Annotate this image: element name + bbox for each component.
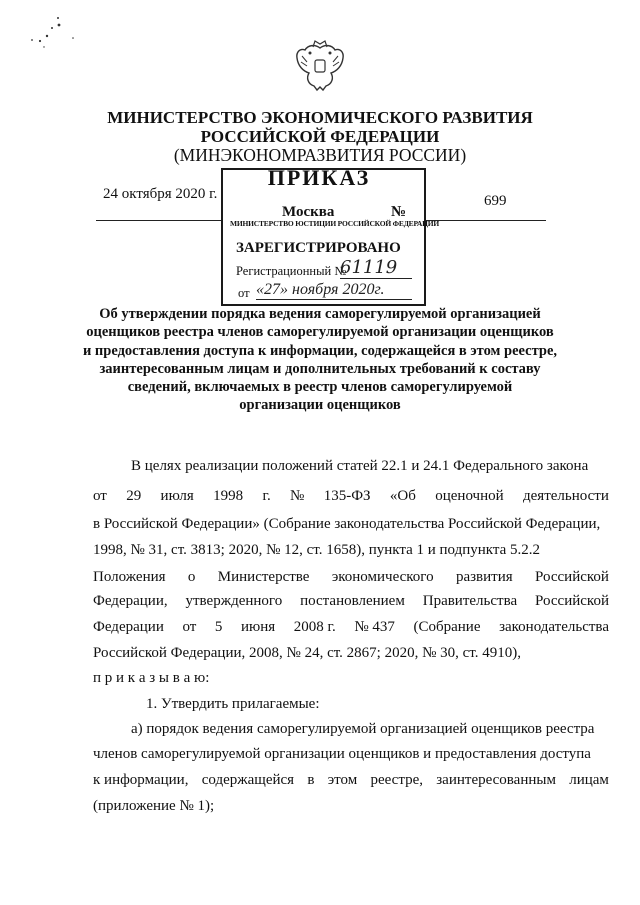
- body-line: Российской Федерации, 2008, № 24, ст. 2867; 2020, № 30, ст. 4910),: [93, 645, 521, 661]
- body-word: 1998: [213, 488, 244, 504]
- number-sign: №: [391, 204, 407, 220]
- body-word: Российской: [535, 593, 609, 609]
- body-word: экономического: [331, 569, 434, 585]
- scan-specks: [28, 14, 88, 54]
- body-word: Федерации: [93, 619, 164, 635]
- body-line-justified: [93, 772, 609, 789]
- body-word: постановлением: [300, 593, 405, 609]
- heading-line: организации оценщиков: [239, 397, 401, 414]
- body-word: от: [182, 619, 197, 635]
- body-line: В целях реализации положений статей 22.1 и 24.1 Федерального закона: [131, 458, 589, 474]
- body-word: №: [290, 488, 305, 504]
- stamp-date: «27» ноября 2020г.: [256, 281, 385, 298]
- body-line-justified: [93, 569, 609, 586]
- stamp-date-underline: [256, 299, 412, 300]
- heading-line: Об утверждении порядка ведения саморегулируемой организацией: [99, 306, 541, 322]
- body-word: 29: [126, 488, 142, 504]
- ministry-short-name: (МИНЭКОНОМРАЗВИТИЯ РОССИИ): [173, 145, 467, 165]
- order-place: Москва: [282, 204, 335, 220]
- order-heading: [80, 305, 560, 415]
- item-a-line: а) порядок ведения саморегулируемой организацией оценщиков реестра: [131, 721, 595, 737]
- ministry-name-line-1: МИНИСТЕРСТВО ЭКОНОМИЧЕСКОГО РАЗВИТИЯ: [107, 108, 533, 127]
- body-word: реестре,: [370, 772, 423, 788]
- body-word: к информации,: [93, 772, 189, 788]
- stamp-ministry-of-justice: МИНИСТЕРСТВО ЮСТИЦИИ РОССИЙСКОЙ ФЕДЕРАЦИИ: [230, 219, 439, 228]
- body-word: развития: [455, 569, 513, 585]
- body-line-justified: [93, 488, 609, 505]
- order-date: 24 октября 2020 г.: [103, 186, 218, 202]
- body-word: законодательства: [499, 619, 609, 635]
- stamp-reg-number-label: Регистрационный №: [236, 264, 347, 278]
- stamp-date-prefix: от: [238, 286, 250, 300]
- body-line-justified: [93, 619, 609, 636]
- body-word: (Собрание: [413, 619, 481, 635]
- order-title: ПРИКАЗ: [267, 165, 371, 190]
- body-word: 5: [214, 619, 223, 635]
- heading-line: сведений, включаемых в реестр членов саморегулируемой: [127, 379, 513, 396]
- number-rule: [426, 220, 546, 221]
- body-word: о: [187, 569, 196, 585]
- order-word: п р и к а з ы в а ю:: [93, 670, 210, 686]
- order-number: 699: [484, 193, 507, 209]
- body-word: № 437: [354, 619, 395, 635]
- item-a-line: (приложение № 1);: [93, 798, 215, 814]
- body-word: деятельности: [523, 488, 609, 504]
- stamp-registered: ЗАРЕГИСТРИРОВАНО: [236, 240, 401, 256]
- double-headed-eagle-emblem-icon: [293, 38, 347, 94]
- body-word: оценочной: [435, 488, 504, 504]
- item-a-line: членов саморегулируемой организации оценщиков и предоставления доступа: [93, 746, 591, 762]
- body-word: Правительства: [422, 593, 518, 609]
- body-word: Положения: [93, 569, 166, 585]
- body-word: 2008 г.: [293, 619, 336, 635]
- body-word: Федерации,: [93, 593, 168, 609]
- body-word: Российской: [535, 569, 609, 585]
- body-line: в Российской Федерации» (Собрание законодательства Российской Федерации,: [93, 516, 601, 532]
- heading-line: заинтересованным лицам и дополнительных требований к составу: [99, 360, 541, 377]
- body-word: 135-ФЗ: [323, 488, 371, 504]
- body-word: заинтересованным: [436, 772, 556, 788]
- body-word: лицам: [569, 772, 609, 788]
- heading-line: и предоставления доступа к информации, содержащейся в этом реестре,: [82, 342, 558, 359]
- body-word: утвержденного: [185, 593, 283, 609]
- body-word: июля: [160, 488, 194, 504]
- body-word: июня: [240, 619, 276, 635]
- body-word: содержащейся: [201, 772, 295, 788]
- ministry-name-line-2: РОССИЙСКОЙ ФЕДЕРАЦИИ: [200, 127, 440, 146]
- stamp-reg-number: 61119: [340, 257, 398, 278]
- stamp-number-underline: [340, 278, 412, 279]
- body-line-justified: [93, 593, 609, 610]
- body-line: 1998, № 31, ст. 3813; 2020, № 12, ст. 1658), пункта 1 и подпункта 5.2.2: [93, 542, 541, 558]
- body-word: Министерстве: [217, 569, 310, 585]
- body-word: «Об: [389, 488, 416, 504]
- item-1: 1. Утвердить прилагаемые:: [146, 696, 320, 712]
- body-word: этом: [327, 772, 358, 788]
- heading-line: оценщиков реестра членов саморегулируемой организации оценщиков: [86, 324, 554, 341]
- date-rule: [96, 220, 222, 221]
- body-word: от: [93, 488, 107, 504]
- body-word: в: [307, 772, 315, 788]
- body-word: г.: [262, 488, 271, 504]
